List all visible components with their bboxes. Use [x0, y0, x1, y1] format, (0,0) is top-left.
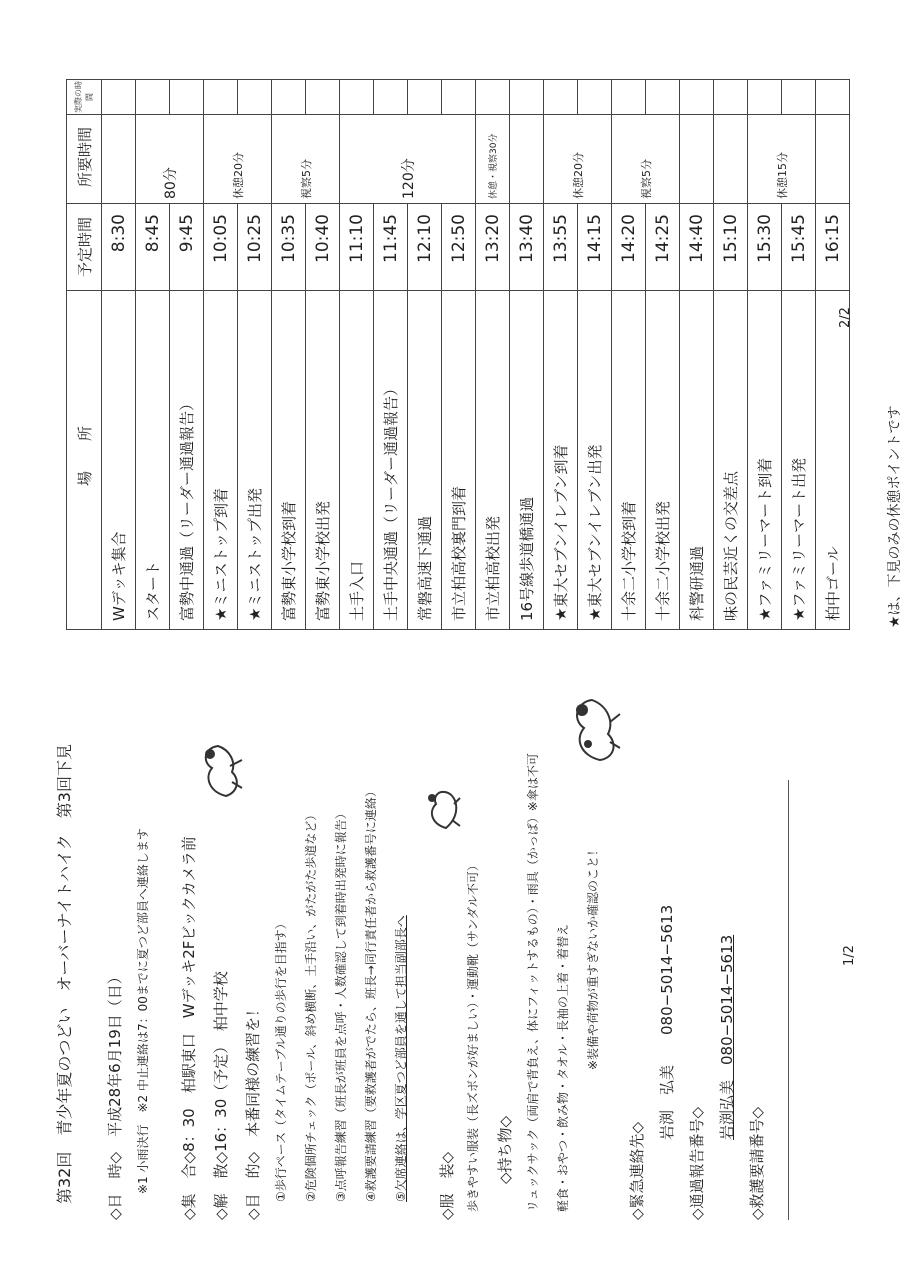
- clothing-text: 歩きやすい服装（長ズボンが好ましい）・運動靴（サンダル不可）: [466, 859, 480, 1212]
- place-cell: 科警研通過: [680, 291, 714, 630]
- place-cell: ★東大セブンイレブン出発: [578, 291, 612, 630]
- place-cell: ★ファミリーマート到着: [748, 291, 782, 630]
- belongings-line-3: ※装備や荷物が重すぎないか確認のこと！: [586, 843, 600, 1070]
- time-cell: 14:40: [680, 204, 714, 291]
- duration-cell: [714, 115, 748, 204]
- place-cell: ★ミニストップ到着: [204, 291, 238, 630]
- belongings-line-2: 軽食・おやつ・飲み物・タオル・長袖の上着・着替え: [556, 923, 570, 1212]
- time-cell: 15:10: [714, 204, 748, 291]
- place-cell: 富勢中通過（リーダー通過報告）: [170, 291, 204, 630]
- duration-cell: 休憩15分: [748, 115, 816, 204]
- time-cell: 13:55: [544, 204, 578, 291]
- table-row: [340, 80, 374, 630]
- time-cell: 14:15: [578, 204, 612, 291]
- duration-cell: 120分: [340, 115, 476, 204]
- duration-cell: 休憩20分: [204, 115, 272, 204]
- time-cell: 12:10: [408, 204, 442, 291]
- header-place: 場 所: [67, 291, 102, 630]
- schedule-table: [66, 79, 850, 630]
- actual-cell: [340, 80, 374, 115]
- place-cell: 富勢東小学校到着: [272, 291, 306, 630]
- duration-cell: [102, 115, 136, 204]
- clothing-label: ◇服 装◇: [438, 1151, 456, 1220]
- actual-cell: [748, 80, 782, 115]
- emergency-contact: 岩渕 弘美 080−5014−5613: [658, 904, 676, 1140]
- document-title: 第32回 青少年夏のつどい オーバーナイトハイク 第3回下見: [55, 744, 74, 1204]
- table-header-row: [67, 80, 102, 630]
- table-row: [748, 80, 782, 630]
- table-row: [476, 80, 510, 630]
- time-cell: 8:30: [102, 204, 136, 291]
- purpose-item-5: ⑤欠席連絡は、学区夏つど部員を通して担当副部長へ: [394, 915, 408, 1202]
- actual-cell: [816, 80, 850, 115]
- place-cell: 土手入口: [340, 291, 374, 630]
- report-contact: 岩渕弘美 080−5014−5613: [718, 934, 736, 1140]
- duration-cell: [680, 115, 714, 204]
- table-row: [204, 80, 238, 630]
- time-cell: 10:05: [204, 204, 238, 291]
- time-cell: 14:20: [612, 204, 646, 291]
- time-cell: 13:20: [476, 204, 510, 291]
- place-cell: 十余二小学校到着: [612, 291, 646, 630]
- purpose-item-1: ①歩行ペース（タイムテーブル通りの歩行を目指す）: [274, 917, 288, 1202]
- assemble-line: ◇集 合◇8：30 柏駅東口 Wデッキ2Fビックカメラ前: [180, 836, 198, 1220]
- actual-cell: [578, 80, 612, 115]
- duration-cell: 休憩・視察30分: [476, 115, 510, 204]
- table-row: [136, 80, 170, 630]
- purpose-item-3: ③点呼報告練習（班長が班員を点呼・人数確認して到着時出発時に報告）: [334, 807, 348, 1202]
- rescue-underline: [788, 780, 789, 1220]
- belongings-line-1: リュックサック（両肩で背負え、体にフィットするもの）・雨具（かっぱ）※傘は不可: [526, 753, 540, 1212]
- time-cell: 8:45: [136, 204, 170, 291]
- time-cell: 12:50: [442, 204, 476, 291]
- purpose-item-4: ④救護要請練習（要救護者がでたら、班長→同行責任者から救護番号に連絡）: [364, 785, 378, 1202]
- duration-cell: 休憩20分: [544, 115, 612, 204]
- place-cell: スタート: [136, 291, 170, 630]
- place-cell: 味の民芸近くの交差点: [714, 291, 748, 630]
- time-cell: 15:30: [748, 204, 782, 291]
- time-cell: 11:45: [374, 204, 408, 291]
- page-1: [0, 640, 904, 1280]
- dancing-figure-icon: [196, 740, 244, 802]
- actual-cell: [374, 80, 408, 115]
- actual-cell: [646, 80, 680, 115]
- actual-cell: [136, 80, 170, 115]
- actual-cell: [408, 80, 442, 115]
- rescue-label: ◇救護要請番号◇: [748, 1106, 766, 1220]
- table-row: [510, 80, 544, 630]
- place-cell: Wデッキ集合: [102, 291, 136, 630]
- table-row: [680, 80, 714, 630]
- running-figure-icon: [422, 786, 462, 834]
- emergency-label: ◇緊急連絡先◇: [628, 1121, 646, 1220]
- table-row: [272, 80, 306, 630]
- place-cell: 柏中ゴール: [816, 291, 850, 630]
- time-cell: 10:35: [272, 204, 306, 291]
- rain-note: ※1 小雨決行 ※2 中止連絡は7：00までに夏つど部員へ連絡します: [136, 828, 150, 1194]
- place-cell: 土手中央通過（リーダー通過報告）: [374, 291, 408, 630]
- place-cell: 常磐高速下通過: [408, 291, 442, 630]
- header-actual-time: 実際の時間: [67, 80, 102, 115]
- actual-cell: [102, 80, 136, 115]
- place-cell: ★ファミリーマート出発: [782, 291, 816, 630]
- duration-cell: [816, 115, 850, 204]
- date-line: ◇日 時◇ 平成28年6月19日（日）: [106, 969, 124, 1220]
- table-row: [544, 80, 578, 630]
- time-cell: 14:25: [646, 204, 680, 291]
- actual-cell: [238, 80, 272, 115]
- header-required-time: 所要時間: [67, 115, 102, 204]
- actual-cell: [272, 80, 306, 115]
- header-scheduled-time: 予定時間: [67, 204, 102, 291]
- table-row: [612, 80, 646, 630]
- purpose-item-2: ②危険個所チェック（ポール、斜め横断、土手沿い、がたがた歩道など）: [304, 808, 318, 1202]
- report-label: ◇通過報告番号◇: [688, 1106, 706, 1220]
- time-cell: 10:40: [306, 204, 340, 291]
- actual-cell: [612, 80, 646, 115]
- table-row: [714, 80, 748, 630]
- duration-cell: 視察5分: [272, 115, 340, 204]
- place-cell: 16号線歩道橋通過: [510, 291, 544, 630]
- belongings-label: ◇持ち物◇: [496, 1115, 514, 1184]
- actual-cell: [782, 80, 816, 115]
- place-cell: 市立柏高校裏門到着: [442, 291, 476, 630]
- actual-cell: [204, 80, 238, 115]
- rest-point-footnote: ★は、下見のみの休憩ポイントです: [887, 405, 903, 628]
- duration-cell: 80分: [136, 115, 204, 204]
- place-cell: ★東大セブンイレブン到着: [544, 291, 578, 630]
- time-cell: 11:10: [340, 204, 374, 291]
- time-cell: 16:15: [816, 204, 850, 291]
- duration-cell: [510, 115, 544, 204]
- actual-cell: [170, 80, 204, 115]
- actual-cell: [306, 80, 340, 115]
- page-number-1: 1/2: [842, 945, 857, 966]
- dismiss-line: ◇解 散◇16：30（予定） 柏中学校: [212, 971, 230, 1220]
- table-row: [816, 80, 850, 630]
- actual-cell: [476, 80, 510, 115]
- actual-cell: [510, 80, 544, 115]
- place-cell: 十余二小学校出発: [646, 291, 680, 630]
- page-number-2: 2/2: [838, 307, 853, 328]
- time-cell: 13:40: [510, 204, 544, 291]
- table-row: [102, 80, 136, 630]
- purpose-line: ◇目 的◇ 本番同様の練習を！: [244, 1001, 262, 1220]
- time-cell: 15:45: [782, 204, 816, 291]
- time-cell: 10:25: [238, 204, 272, 291]
- actual-cell: [680, 80, 714, 115]
- jumping-figure-icon: [566, 692, 622, 766]
- actual-cell: [714, 80, 748, 115]
- duration-cell: 視察5分: [612, 115, 680, 204]
- actual-cell: [442, 80, 476, 115]
- place-cell: 市立柏高校出発: [476, 291, 510, 630]
- place-cell: 富勢東小学校出発: [306, 291, 340, 630]
- actual-cell: [544, 80, 578, 115]
- place-cell: ★ミニストップ出発: [238, 291, 272, 630]
- time-cell: 9:45: [170, 204, 204, 291]
